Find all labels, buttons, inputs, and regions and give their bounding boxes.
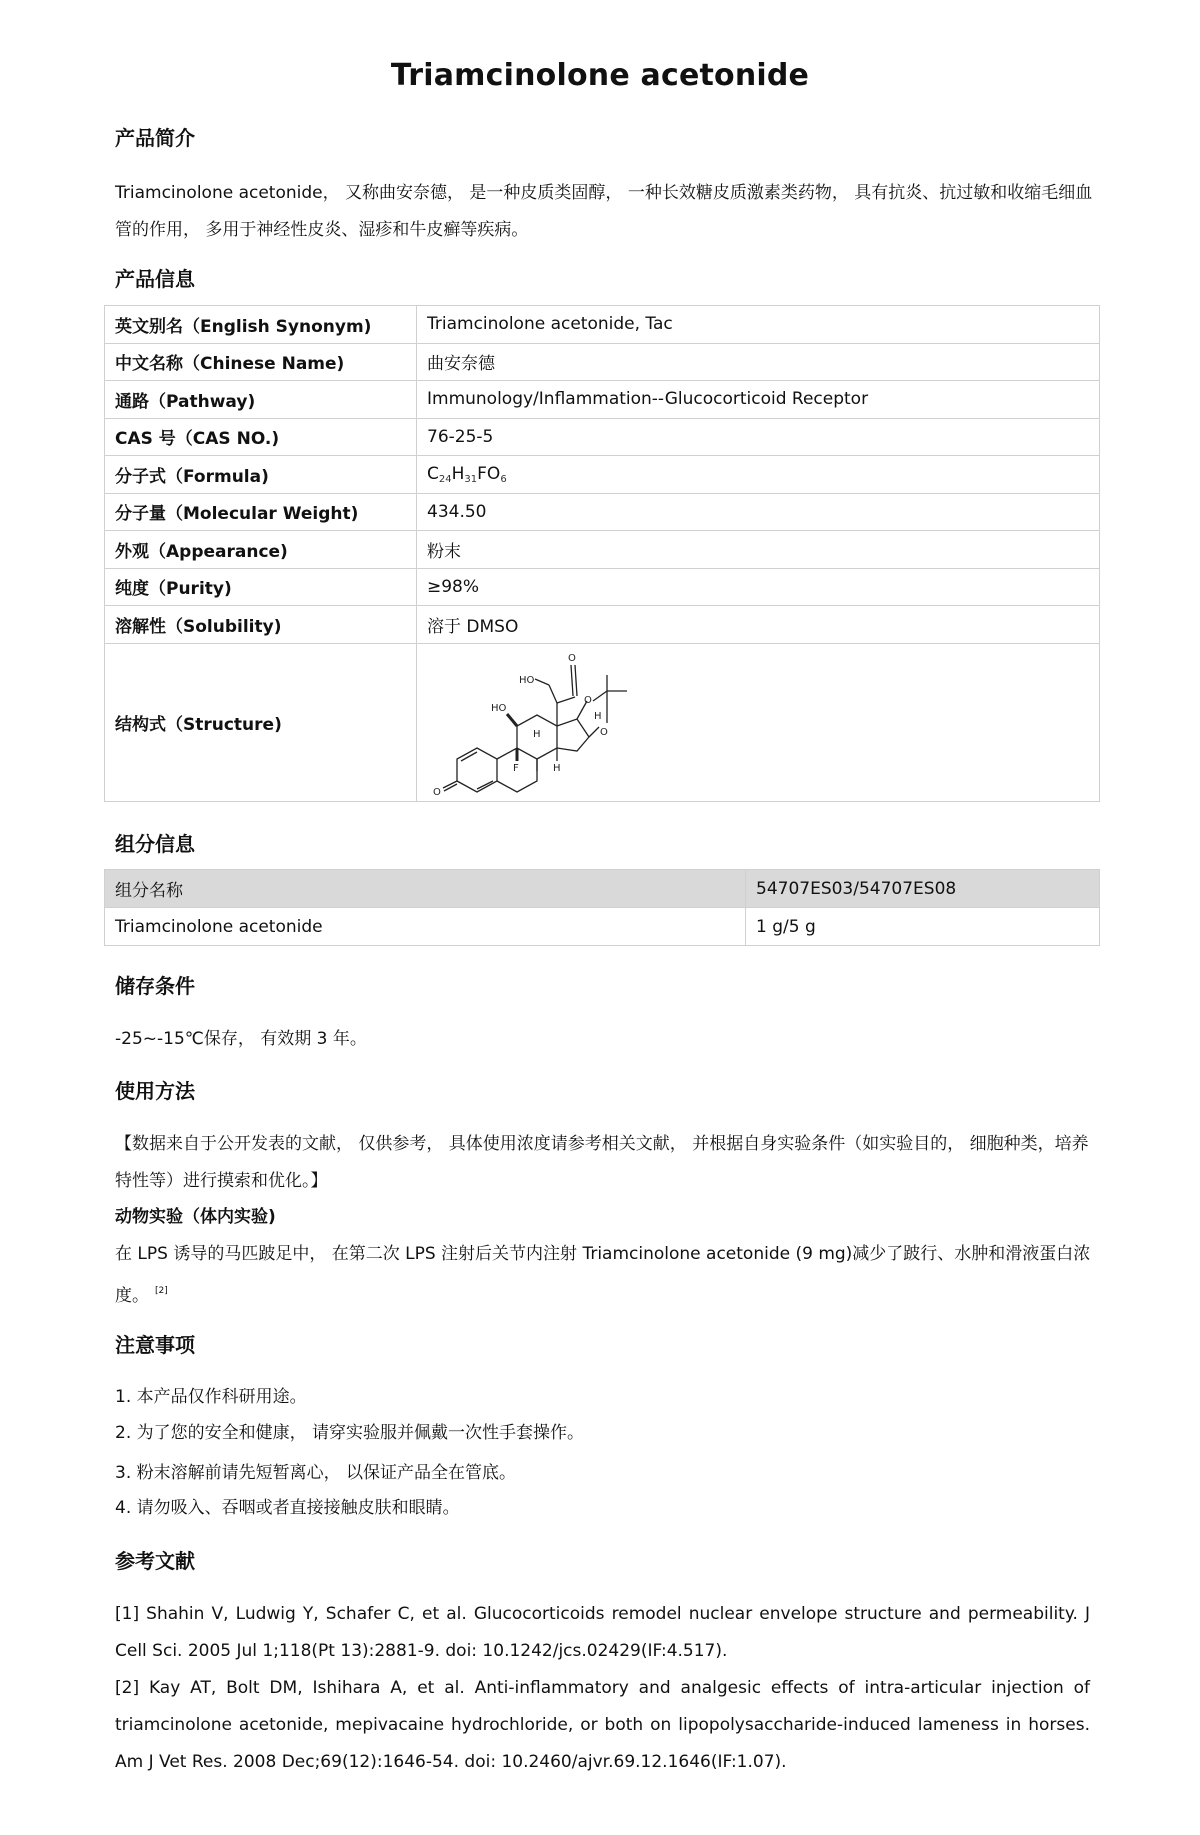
atom-label: HO	[491, 703, 507, 714]
info-value: ≥98%	[417, 568, 1100, 606]
product-info-table	[104, 305, 1100, 802]
structure-cell	[417, 643, 1100, 801]
components-header-sku: 54707ES03/54707ES08	[746, 870, 1100, 908]
info-label: 分子式（Formula)	[105, 456, 417, 494]
info-label: 中文名称（Chinese Name)	[105, 343, 417, 381]
components-table	[104, 869, 1100, 946]
info-row	[105, 568, 1100, 606]
atom-label: HO	[519, 675, 535, 686]
info-value: 76-25-5	[417, 418, 1100, 456]
section-heading-info: 产品信息	[115, 267, 195, 291]
formula-c-count: 24	[438, 473, 452, 485]
ketone-bond-2	[444, 784, 457, 791]
ring-d	[557, 719, 589, 751]
usage-note: 【数据来自于公开发表的文献， 仅供参考， 具体使用浓度请参考相关文献， 并根据自身实验条件（如实验目的， 细胞种类，培养特性等）进行摸索和优化。】	[115, 1134, 1089, 1191]
section-heading-usage: 使用方法	[115, 1079, 195, 1103]
formula-h-count: 31	[464, 473, 478, 485]
formula-fo: FO	[477, 463, 501, 484]
atom-label: H	[533, 729, 541, 740]
section-heading-storage: 储存条件	[115, 974, 195, 998]
info-value: 曲安奈德	[417, 343, 1100, 381]
info-row	[105, 343, 1100, 381]
info-row	[105, 643, 1100, 801]
info-label: 英文别名（English Synonym)	[105, 306, 417, 344]
acetonide-2	[589, 727, 599, 737]
formula-o-count: 6	[500, 473, 507, 485]
formula-c: C	[427, 463, 439, 484]
page-title: Triamcinolone acetonide	[390, 58, 810, 93]
note-item: 4. 请勿吸入、吞咽或者直接接触皮肤和眼睛。	[115, 1498, 460, 1518]
info-value: Triamcinolone acetonide, Tac	[417, 306, 1100, 344]
side-chain-4	[535, 679, 549, 685]
info-row	[105, 381, 1100, 419]
component-amount: 1 g/5 g	[746, 908, 1100, 946]
info-label: 结构式（Structure)	[105, 643, 417, 801]
usage-text: 在 LPS 诱导的马匹跛足中， 在第二次 LPS 注射后关节内注射 Triamcinolone acetonide (9 mg)减少了跛行、水肿和滑液蛋白浓度。	[115, 1244, 1091, 1306]
info-label: CAS 号（CAS NO.)	[105, 418, 417, 456]
info-row	[105, 493, 1100, 531]
atom-label: O	[568, 653, 576, 664]
atom-label: O	[433, 787, 441, 797]
structure-diagram	[427, 647, 667, 797]
citation-marker: [2]	[155, 1286, 168, 1296]
info-label: 分子量（Molecular Weight)	[105, 493, 417, 531]
components-header-name: 组分名称	[105, 870, 746, 908]
note-item: 1. 本产品仅作科研用途。	[115, 1387, 307, 1407]
info-label: 纯度（Purity)	[105, 568, 417, 606]
info-value: 434.50	[417, 493, 1100, 531]
components-row	[105, 908, 1100, 946]
section-heading-components: 组分信息	[115, 832, 195, 856]
oh-bond	[507, 714, 517, 726]
atom-label: O	[584, 695, 592, 706]
co-bond	[571, 665, 573, 696]
info-label: 溶解性（Solubility)	[105, 606, 417, 644]
side-chain-3	[557, 697, 575, 703]
note-item: 3. 粉末溶解前请先短暂离心， 以保证产品全在管底。	[115, 1463, 517, 1483]
info-label: 通路（Pathway)	[105, 381, 417, 419]
info-row	[105, 418, 1100, 456]
atom-label: H	[594, 711, 602, 722]
reference-item: [1] Shahin V, Ludwig Y, Schafer C, et al. Glucocorticoids remodel nuclear envelope structure and permeability. J Cell Sci. 2005 Jul 1;118(Pt 13):2881-9. doi: 10.1242/jcs.02429(IF:4.517).	[115, 1604, 1090, 1661]
info-row	[105, 531, 1100, 569]
usage-paragraph	[115, 1236, 1095, 1315]
info-label: 外观（Appearance)	[105, 531, 417, 569]
acetonide-3	[593, 691, 607, 701]
side-chain-2	[549, 685, 557, 703]
section-heading-notes: 注意事项	[115, 1333, 195, 1357]
info-row	[105, 456, 1100, 494]
atom-label: F	[513, 763, 519, 774]
info-value: 溶于 DMSO	[417, 606, 1100, 644]
note-item: 2. 为了您的安全和健康， 请穿实验服并佩戴一次性手套操作。	[115, 1423, 585, 1443]
storage-text: -25~-15℃保存， 有效期 3 年。	[115, 1029, 367, 1049]
intro-paragraph: Triamcinolone acetonide， 又称曲安奈德， 是一种皮质类固醇， 一种长效糖皮质激素类药物， 具有抗炎、抗过敏和收缩毛细血管的作用， 多用于神经性皮炎、湿疹和牛皮癣等疾病。	[115, 183, 1093, 240]
section-heading-intro: 产品简介	[115, 126, 195, 150]
reference-list	[115, 1596, 1090, 1781]
info-value: Immunology/Inflammation--Glucocorticoid Receptor	[417, 381, 1100, 419]
atom-label: H	[553, 763, 561, 774]
info-value: 粉末	[417, 531, 1100, 569]
formula-h: H	[451, 463, 465, 484]
double-bond-a1	[461, 752, 477, 761]
ring-a	[457, 748, 497, 792]
reference-item: [2] Kay AT, Bolt DM, Ishihara A, et al. Anti-inflammatory and analgesic effects of intra-articular injection of triamcinolone acetonide, mepivacaine hydrochloride, or both on lipopolysaccharide-induced lameness in horses. Am J Vet Res. 2008 Dec;69(12):1646-54. doi: 10.2460/ajvr.69.12.1646(IF:1.07).	[115, 1678, 1090, 1772]
usage-subheading: 动物实验（体内实验)	[115, 1207, 276, 1227]
component-name: Triamcinolone acetonide	[105, 908, 746, 946]
formula-value	[417, 456, 1100, 494]
components-header-row	[105, 870, 1100, 908]
info-row	[105, 306, 1100, 344]
co-bond-2	[575, 665, 577, 696]
atom-label: O	[600, 727, 608, 738]
section-heading-references: 参考文献	[115, 1549, 195, 1573]
info-row	[105, 606, 1100, 644]
